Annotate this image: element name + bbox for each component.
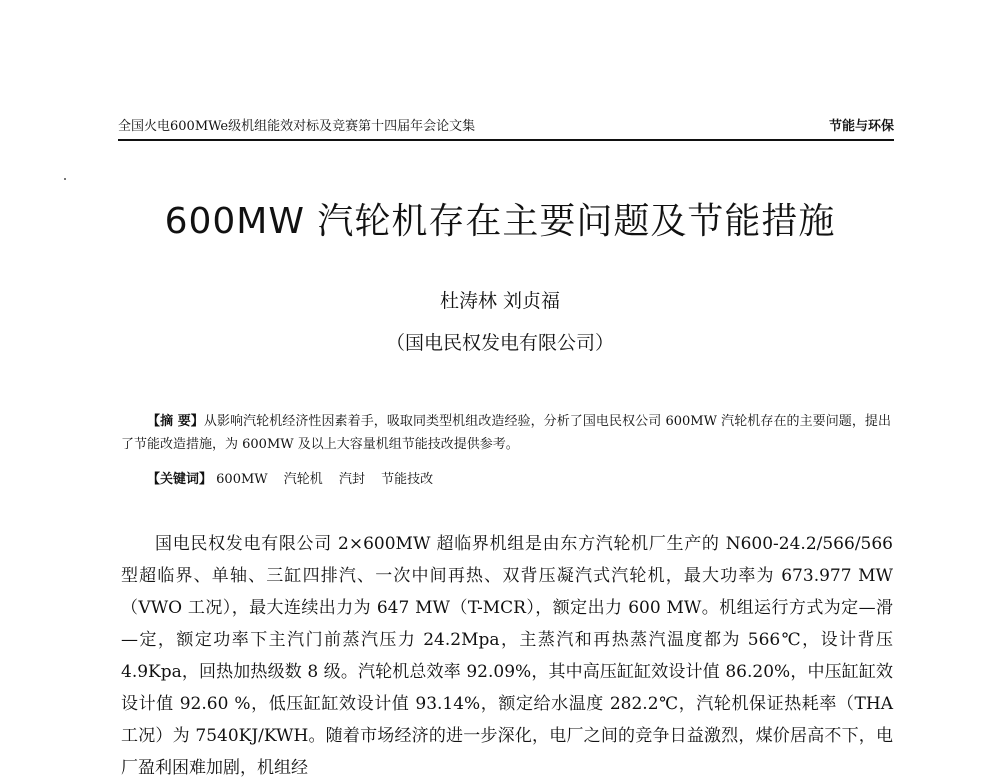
section-label: 节能与环保 xyxy=(828,119,894,134)
keyword: 节能技改 xyxy=(381,472,434,487)
keyword: 600MW xyxy=(216,472,268,487)
scan-speck xyxy=(64,178,66,180)
proceedings-title: 全国火电600MWe级机组能效对标及竞赛第十四届年会论文集 xyxy=(118,119,476,134)
abstract xyxy=(121,410,891,456)
keywords-label: 【关键词】 xyxy=(147,472,213,487)
affiliation: （国电民权发电有限公司） xyxy=(385,332,614,354)
header-rule xyxy=(118,139,894,141)
keywords xyxy=(147,470,891,490)
paper-title: 600MW 汽轮机存在主要问题及节能措施 xyxy=(164,201,836,242)
keyword: 汽封 xyxy=(338,472,365,487)
abstract-text: 从影响汽轮机经济性因素着手，吸取同类型机组改造经验，分析了国电民权公司 600MW 汽轮机存在的主要问题，提出了节能改造措施，为 600MW 及以上大容量机组节能技改提供参考。 xyxy=(121,414,891,452)
abstract-label: 【摘 要】 xyxy=(147,414,204,429)
authors: 杜涛林 刘贞福 xyxy=(439,290,561,312)
running-header xyxy=(118,118,894,138)
body-paragraph: 国电民权发电有限公司 2×600MW 超临界机组是由东方汽轮机厂生产的 N600-24.2/566/566 型超临界、单轴、三缸四排汽、一次中间再热、双背压凝汽式汽轮机，最大功率为 673.977 MW（VWO 工况），最大连续出力为 647 MW（T-MCR），额定出力 600 MW。机组运行方式为定—滑—定，额定功率下主汽门前蒸汽压力 24.2Mpa，主蒸汽和再热蒸汽温度都为 566℃，设计背压 4.9Kpa，回热加热级数 8 级。汽轮机总效率 92.09%，其中高压缸缸效设计值 86.20%，中压缸缸效设计值 92.60 %，低压缸缸效设计值 93.14%，额定给水温度 282.2℃，汽轮机保证热耗率（THA 工况）为 7540KJ/KWH。随着市场经济的进一步深化，电厂之间的竞争日益激烈，煤价居高不下，电厂盈利困难加剧，机组经 xyxy=(121,534,893,778)
keyword: 汽轮机 xyxy=(283,472,323,487)
